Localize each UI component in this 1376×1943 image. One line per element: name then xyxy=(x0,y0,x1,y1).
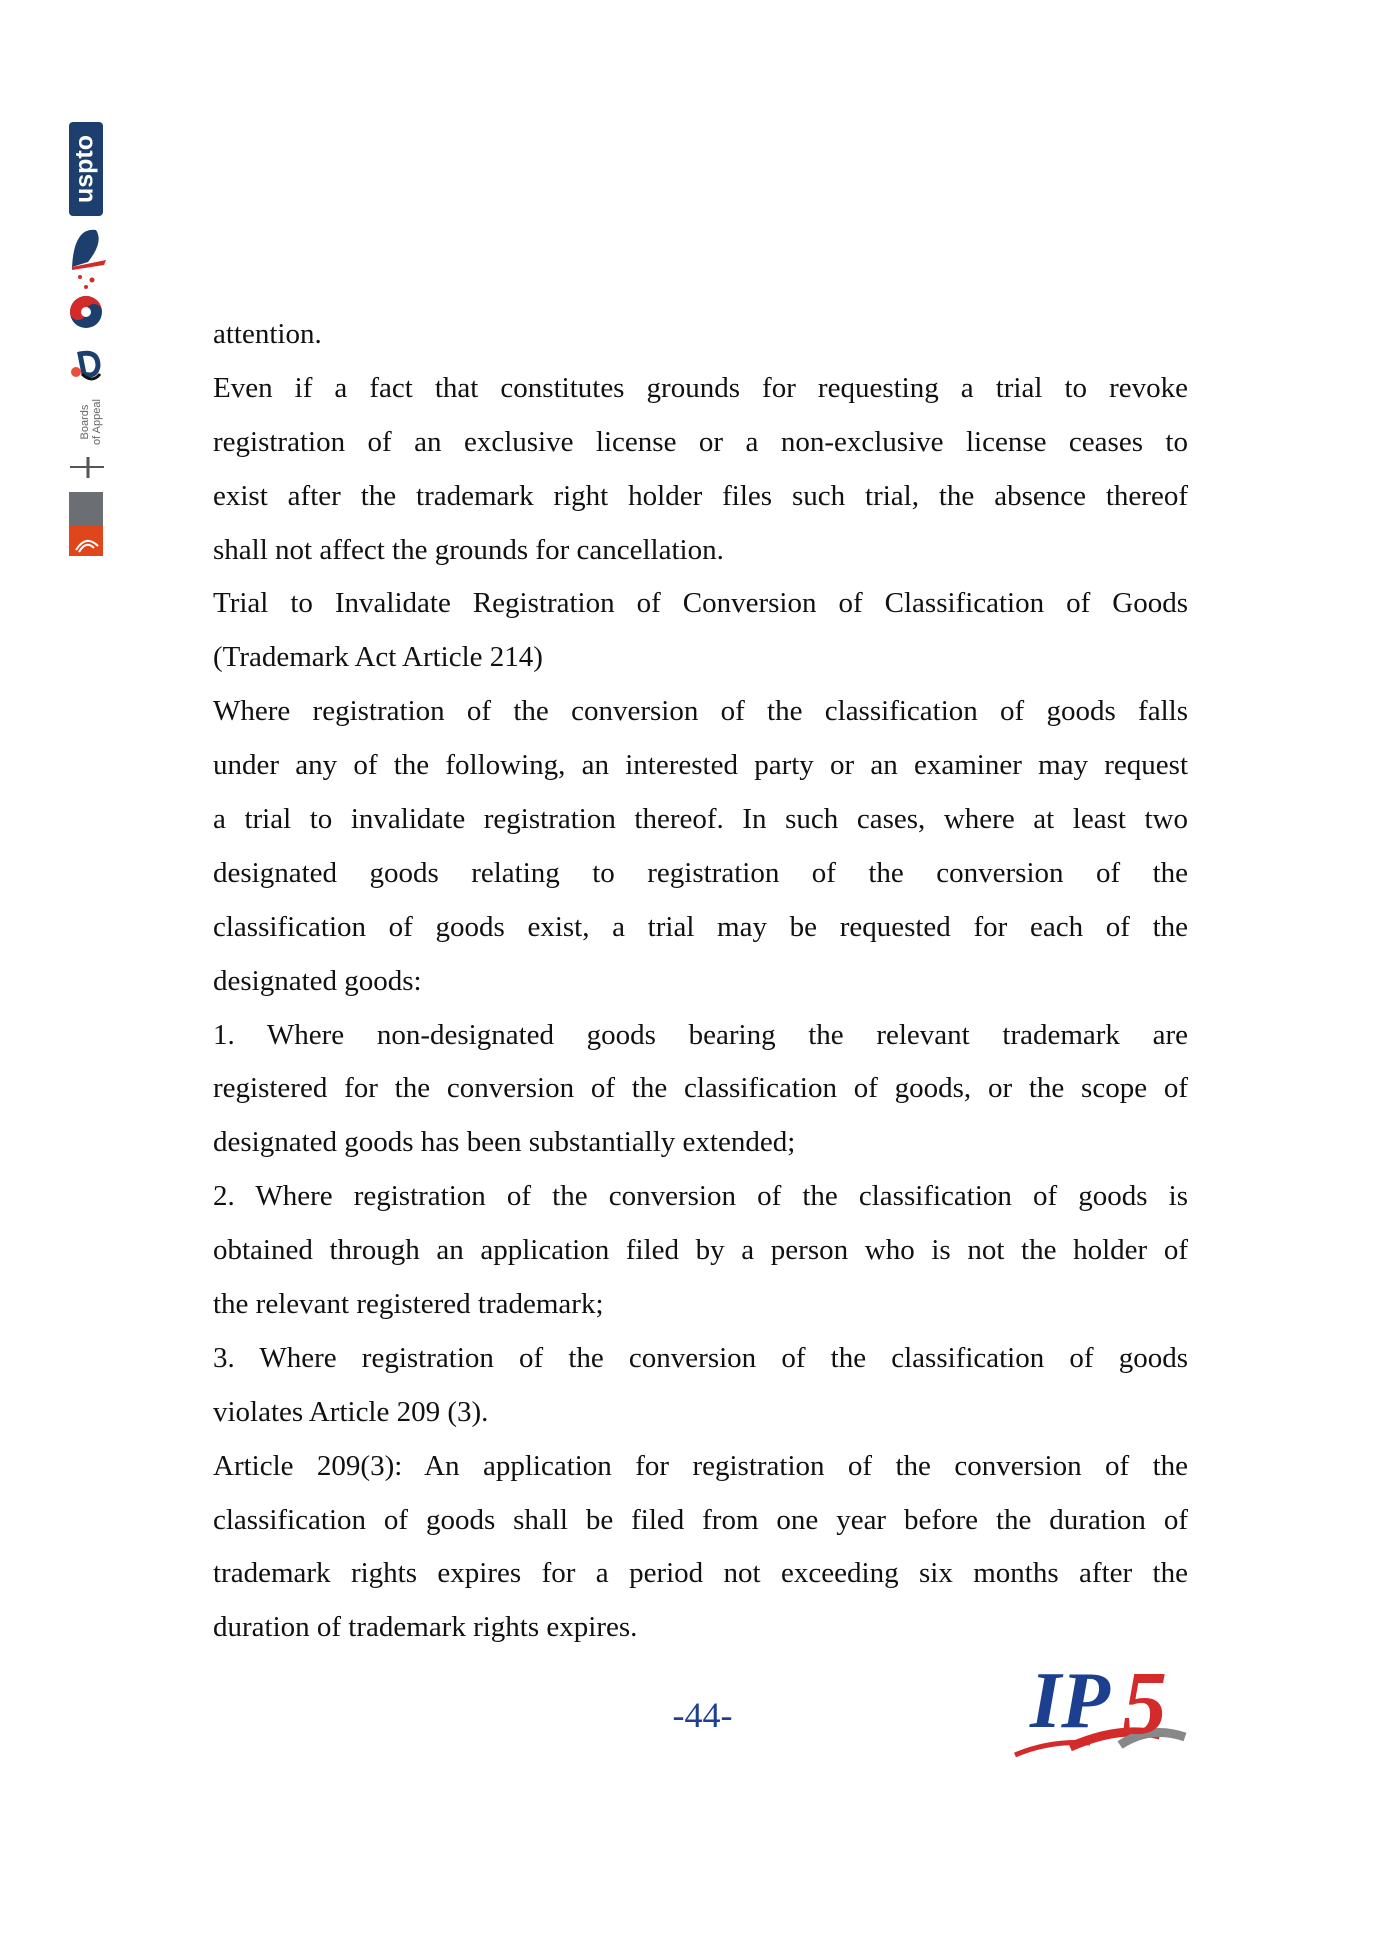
ip5-office-logos xyxy=(66,122,108,567)
text-line: violates Article 209 (3). xyxy=(213,1395,489,1428)
text-line: (Trademark Act Article 214) xyxy=(213,641,543,674)
text-line: attention. xyxy=(213,318,322,350)
paragraph xyxy=(213,1440,1188,1656)
text-line: under any of the following, an interested party or an examiner may request xyxy=(213,749,1188,782)
paragraph xyxy=(213,1332,1188,1440)
text-line: the relevant registered trademark; xyxy=(213,1288,604,1321)
text-line: Article 209(3): An application for registration of the conversion of the xyxy=(213,1449,1188,1482)
text-line: classification of goods exist, a trial may be requested for each of the xyxy=(213,910,1188,943)
ip5-logo xyxy=(1010,1655,1195,1770)
page-number: -44- xyxy=(672,1695,733,1735)
paragraph xyxy=(213,362,1188,578)
boards-of-appeal-logo xyxy=(70,399,104,478)
paragraph xyxy=(213,577,1188,685)
svg-text:IP: IP xyxy=(1030,1657,1110,1745)
text-line: Even if a fact that constitutes grounds for requesting a trial to revoke xyxy=(213,371,1188,404)
text-line: designated goods relating to registration of the conversion of the xyxy=(213,856,1188,889)
document-body xyxy=(213,308,1188,1655)
text-line: exist after the trademark right holder files such trial, the absence thereof xyxy=(213,479,1188,512)
euipo-logo xyxy=(69,492,103,556)
paragraph xyxy=(213,1009,1188,1171)
text-line: classification of goods shall be filed from one year before the duration of xyxy=(213,1503,1188,1536)
paragraph xyxy=(213,685,1188,1008)
text-line: Trial to Invalidate Registration of Conversion of Classification of Goods xyxy=(213,587,1188,620)
text-line: designated goods: xyxy=(213,964,422,997)
text-line: a trial to invalidate registration thereof. In such cases, where at least two xyxy=(213,803,1188,836)
text-line: Where registration of the conversion of the classification of goods falls xyxy=(213,695,1188,728)
text-line: shall not affect the grounds for cancellation. xyxy=(213,533,724,566)
jpo-logo xyxy=(71,353,100,379)
svg-text:of Appeal: of Appeal xyxy=(91,399,103,445)
svg-text:5: 5 xyxy=(1122,1655,1167,1753)
paragraph xyxy=(213,308,1188,362)
svg-text:uspto: uspto xyxy=(70,134,99,204)
text-line: registered for the conversion of the classification of goods, or the scope of xyxy=(213,1072,1188,1105)
text-line: 2. Where registration of the conversion of the classification of goods is xyxy=(213,1180,1188,1213)
svg-text:Boards: Boards xyxy=(79,404,91,440)
text-line: duration of trademark rights expires. xyxy=(213,1611,638,1644)
text-line: registration of an exclusive license or a non-exclusive license ceases to xyxy=(213,425,1188,458)
kipo-logo xyxy=(70,296,102,328)
text-line: obtained through an application filed by a person who is not the holder of xyxy=(213,1234,1188,1267)
text-line: designated goods has been substantially extended; xyxy=(213,1126,796,1159)
paragraph xyxy=(213,1170,1188,1332)
text-line: 3. Where registration of the conversion of the classification of goods xyxy=(213,1341,1188,1374)
text-line: 1. Where non-designated goods bearing the relevant trademark are xyxy=(213,1018,1188,1051)
text-line: trademark rights expires for a period not exceeding six months after the xyxy=(213,1557,1188,1590)
uspto-logo xyxy=(69,122,103,216)
cnipa-logo xyxy=(72,230,106,289)
